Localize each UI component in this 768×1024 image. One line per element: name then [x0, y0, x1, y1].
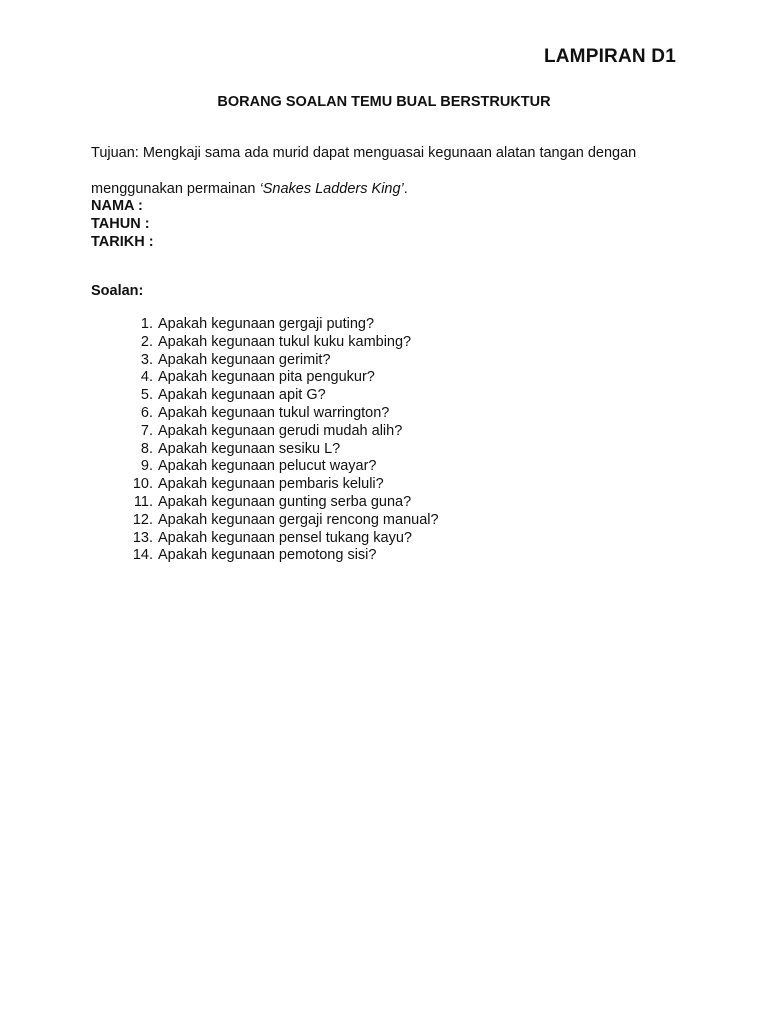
question-number: 1.	[140, 316, 153, 332]
question-text: Apakah kegunaan apit G?	[158, 387, 326, 404]
question-list	[0, 316, 768, 565]
question-number: 10.	[132, 476, 153, 493]
question-text: Apakah kegunaan tukul warrington?	[158, 404, 390, 421]
question-item	[0, 458, 768, 476]
question-number: 7.	[140, 422, 153, 439]
question-number: 5.	[140, 387, 153, 404]
question-number: 9.	[140, 458, 153, 475]
question-text: Apakah kegunaan pita pengukur?	[158, 369, 375, 386]
question-number: 2.	[140, 333, 153, 350]
purpose-line-2	[91, 181, 408, 197]
question-number: 8.	[140, 440, 153, 457]
question-item	[0, 316, 768, 334]
purpose-line-2-prefix: menggunakan permainan	[91, 181, 260, 197]
question-text: Apakah kegunaan gergaji puting?	[158, 316, 375, 332]
question-number: 14.	[132, 547, 153, 564]
question-item	[0, 423, 768, 441]
question-text: Apakah kegunaan gunting serba guna?	[158, 493, 412, 510]
question-number: 3.	[140, 351, 153, 368]
question-item	[0, 494, 768, 512]
question-item	[0, 352, 768, 370]
question-item	[0, 334, 768, 352]
question-item	[0, 476, 768, 494]
question-number: 11.	[133, 493, 153, 510]
question-item	[0, 405, 768, 423]
purpose-line-2-suffix: .	[403, 181, 408, 197]
question-item	[0, 512, 768, 530]
question-item	[0, 387, 768, 405]
question-text: Apakah kegunaan pensel tukang kayu?	[158, 529, 412, 546]
question-number: 13.	[132, 529, 153, 546]
question-item	[0, 530, 768, 548]
game-name: ‘Snakes Ladders King’	[259, 181, 404, 197]
question-number: 12.	[132, 511, 153, 528]
question-number: 6.	[140, 404, 153, 421]
question-item	[0, 547, 768, 565]
question-text: Apakah kegunaan tukul kuku kambing?	[158, 333, 412, 350]
field-nama: NAMA :	[91, 198, 143, 214]
form-title: BORANG SOALAN TEMU BUAL BERSTRUKTUR	[217, 94, 551, 110]
question-item	[0, 369, 768, 387]
question-text: Apakah kegunaan sesiku L?	[158, 440, 341, 457]
appendix-label: LAMPIRAN D1	[543, 46, 676, 67]
question-text: Apakah kegunaan pembaris keluli?	[158, 476, 384, 493]
questions-heading: Soalan:	[91, 283, 144, 299]
question-text: Apakah kegunaan gerudi mudah alih?	[158, 422, 403, 439]
question-number: 4.	[140, 369, 153, 386]
purpose-line-1: Tujuan: Mengkaji sama ada murid dapat menguasai kegunaan alatan tangan dengan	[91, 145, 637, 161]
field-tahun: TAHUN :	[91, 216, 150, 232]
field-tarikh: TARIKH :	[91, 234, 154, 250]
question-text: Apakah kegunaan pemotong sisi?	[158, 547, 377, 564]
question-text: Apakah kegunaan gerimit?	[158, 351, 331, 368]
question-item	[0, 441, 768, 459]
question-text: Apakah kegunaan pelucut wayar?	[158, 458, 377, 475]
question-text: Apakah kegunaan gergaji rencong manual?	[158, 511, 439, 528]
